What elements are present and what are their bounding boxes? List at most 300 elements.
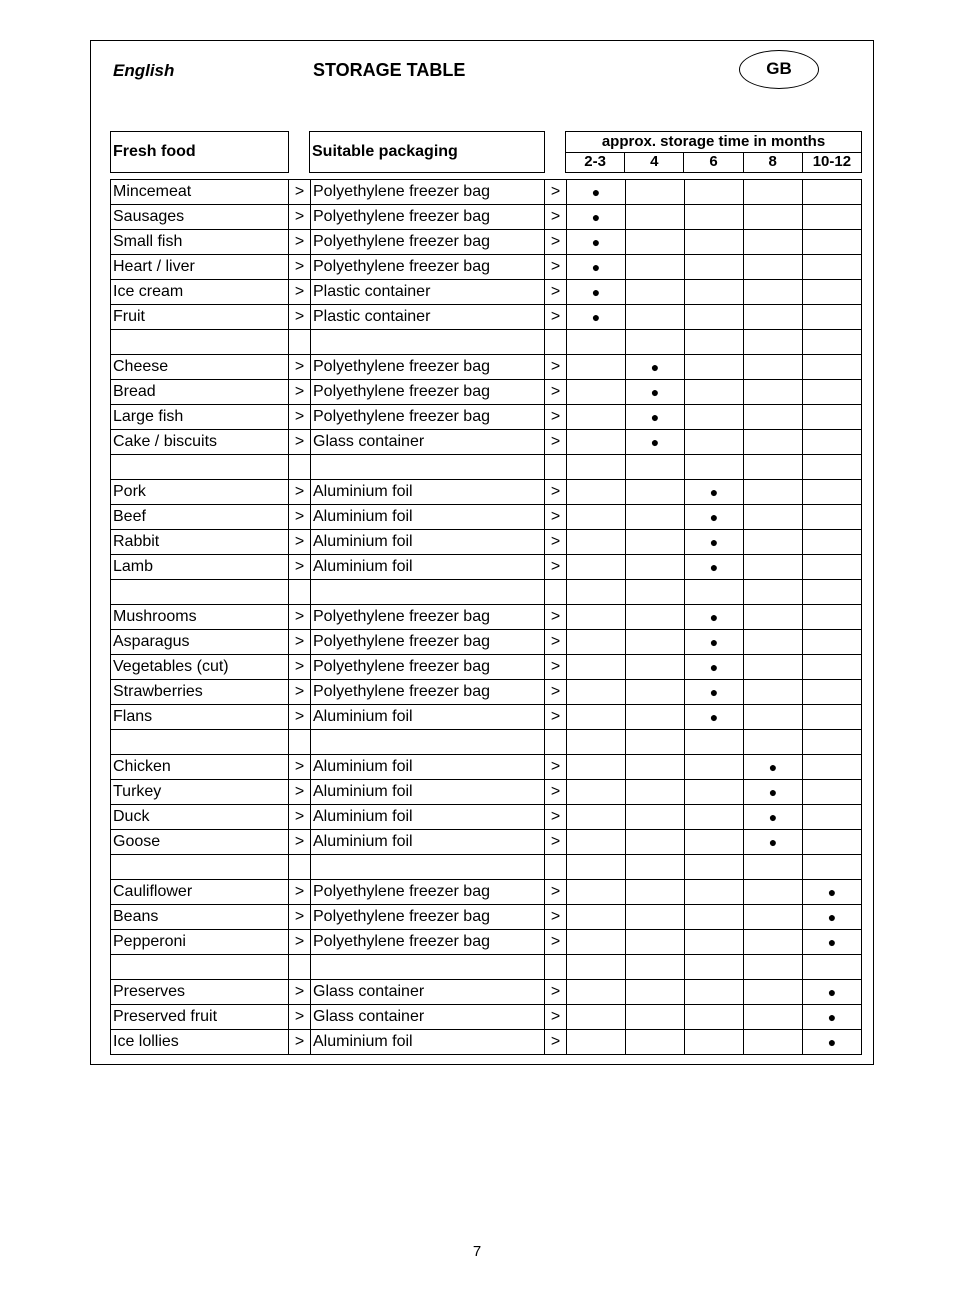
- food-cell: Cauliflower: [111, 880, 289, 905]
- spacer-row: [111, 955, 862, 980]
- packaging-cell: [311, 855, 545, 880]
- month-cell: [803, 330, 862, 355]
- arrow-cell: >: [289, 305, 311, 330]
- arrow-cell: >: [545, 555, 567, 580]
- month-cell: [744, 380, 803, 405]
- packaging-cell: Polyethylene freezer bag: [311, 355, 545, 380]
- month-cell: [803, 305, 862, 330]
- food-cell: Pepperoni: [111, 930, 289, 955]
- month-cell: [567, 780, 626, 805]
- food-cell: Bread: [111, 380, 289, 405]
- month-cell: [803, 605, 862, 630]
- storage-dot: ●: [744, 805, 803, 830]
- table-row: [111, 405, 862, 430]
- month-cell: [803, 830, 862, 855]
- food-cell: Cheese: [111, 355, 289, 380]
- month-cell: [803, 430, 862, 455]
- packaging-cell: Polyethylene freezer bag: [311, 880, 545, 905]
- month-cell: [626, 755, 685, 780]
- month-cell: [567, 680, 626, 705]
- arrow-cell: >: [289, 355, 311, 380]
- month-cell: [744, 955, 803, 980]
- month-cell: [567, 530, 626, 555]
- arrow-cell: >: [289, 380, 311, 405]
- month-cell: [626, 605, 685, 630]
- month-cell: [803, 805, 862, 830]
- arrow-cell: >: [545, 905, 567, 930]
- arrow-cell: >: [545, 355, 567, 380]
- month-cell: [744, 605, 803, 630]
- month-cell: [744, 330, 803, 355]
- arrow-cell: [545, 455, 567, 480]
- food-cell: Asparagus: [111, 630, 289, 655]
- month-cell: [626, 730, 685, 755]
- food-cell: [111, 855, 289, 880]
- month-cell: [685, 930, 744, 955]
- table-row: [111, 980, 862, 1005]
- food-cell: [111, 455, 289, 480]
- storage-dot: ●: [626, 430, 685, 455]
- food-cell: Large fish: [111, 405, 289, 430]
- month-cell: [803, 755, 862, 780]
- food-cell: Fruit: [111, 305, 289, 330]
- month-cell: [744, 1030, 803, 1055]
- arrow-cell: >: [545, 505, 567, 530]
- arrow-cell: >: [545, 1005, 567, 1030]
- food-cell: Pork: [111, 480, 289, 505]
- packaging-cell: Polyethylene freezer bag: [311, 205, 545, 230]
- table-row: [111, 305, 862, 330]
- table-row: [111, 480, 862, 505]
- month-cell: [567, 730, 626, 755]
- month-cell: [685, 255, 744, 280]
- spacer-row: [111, 580, 862, 605]
- arrow-cell: >: [289, 830, 311, 855]
- arrow-cell: >: [289, 605, 311, 630]
- storage-table-body: [111, 180, 862, 1055]
- month-cell: [803, 505, 862, 530]
- food-cell: Ice lollies: [111, 1030, 289, 1055]
- month-cell: [744, 230, 803, 255]
- month-cell: [744, 480, 803, 505]
- month-col-header: 10-12: [802, 153, 861, 172]
- arrow-cell: >: [289, 655, 311, 680]
- arrow-cell: >: [545, 805, 567, 830]
- month-cell: [744, 355, 803, 380]
- arrow-cell: >: [289, 1005, 311, 1030]
- arrow-cell: >: [289, 530, 311, 555]
- month-cell: [626, 955, 685, 980]
- storage-dot: ●: [685, 555, 744, 580]
- food-cell: Beef: [111, 505, 289, 530]
- month-cell: [803, 530, 862, 555]
- month-cell: [567, 755, 626, 780]
- month-cell: [803, 380, 862, 405]
- month-cell: [567, 980, 626, 1005]
- arrow-cell: >: [289, 1030, 311, 1055]
- storage-dot: ●: [685, 605, 744, 630]
- table-row: [111, 655, 862, 680]
- month-cell: [744, 655, 803, 680]
- arrow-cell: >: [545, 530, 567, 555]
- storage-dot: ●: [567, 280, 626, 305]
- packaging-cell: Aluminium foil: [311, 830, 545, 855]
- storage-dot: ●: [744, 780, 803, 805]
- month-cell: [626, 580, 685, 605]
- arrow-cell: >: [545, 305, 567, 330]
- table-row: [111, 605, 862, 630]
- storage-dot: ●: [803, 905, 862, 930]
- packaging-cell: Aluminium foil: [311, 780, 545, 805]
- month-cell: [626, 180, 685, 205]
- arrow-cell: >: [545, 380, 567, 405]
- month-cell: [744, 705, 803, 730]
- storage-dot: ●: [567, 305, 626, 330]
- arrow-cell: >: [545, 205, 567, 230]
- packaging-cell: Plastic container: [311, 305, 545, 330]
- arrow-cell: >: [545, 680, 567, 705]
- month-cell: [626, 630, 685, 655]
- month-col-header: 8: [743, 153, 802, 172]
- month-cell: [626, 255, 685, 280]
- table-row: [111, 805, 862, 830]
- packaging-cell: [311, 455, 545, 480]
- arrow-cell: >: [289, 905, 311, 930]
- arrow-cell: >: [545, 630, 567, 655]
- month-cell: [803, 480, 862, 505]
- storage-dot: ●: [744, 755, 803, 780]
- month-cell: [626, 455, 685, 480]
- arrow-cell: >: [289, 555, 311, 580]
- table-row: [111, 555, 862, 580]
- table-row: [111, 905, 862, 930]
- food-cell: Sausages: [111, 205, 289, 230]
- arrow-cell: >: [289, 680, 311, 705]
- storage-dot: ●: [744, 830, 803, 855]
- month-cell: [685, 180, 744, 205]
- storage-dot: ●: [685, 655, 744, 680]
- month-cell: [626, 980, 685, 1005]
- packaging-cell: Glass container: [311, 1005, 545, 1030]
- arrow-cell: >: [545, 930, 567, 955]
- storage-dot: ●: [567, 255, 626, 280]
- packaging-cell: Polyethylene freezer bag: [311, 605, 545, 630]
- month-cell: [744, 180, 803, 205]
- arrow-cell: >: [545, 480, 567, 505]
- month-cell: [744, 255, 803, 280]
- month-cell: [803, 230, 862, 255]
- month-cell: [685, 205, 744, 230]
- arrow-cell: [545, 730, 567, 755]
- packaging-cell: Aluminium foil: [311, 805, 545, 830]
- month-cell: [685, 755, 744, 780]
- food-cell: Goose: [111, 830, 289, 855]
- table-row: [111, 380, 862, 405]
- header-storage-time: [565, 131, 862, 173]
- month-cell: [567, 905, 626, 930]
- month-cell: [685, 380, 744, 405]
- month-cell: [744, 730, 803, 755]
- arrow-cell: >: [545, 1030, 567, 1055]
- month-cell: [803, 355, 862, 380]
- arrow-cell: >: [289, 205, 311, 230]
- month-cell: [626, 830, 685, 855]
- storage-dot: ●: [626, 380, 685, 405]
- month-cell: [685, 455, 744, 480]
- month-cell: [567, 880, 626, 905]
- spacer-row: [111, 455, 862, 480]
- packaging-cell: Glass container: [311, 980, 545, 1005]
- storage-dot: ●: [567, 205, 626, 230]
- storage-dot: ●: [685, 530, 744, 555]
- month-cell: [626, 230, 685, 255]
- food-cell: [111, 330, 289, 355]
- packaging-cell: Polyethylene freezer bag: [311, 905, 545, 930]
- country-badge: GB: [739, 50, 819, 89]
- month-column-headers: [566, 153, 861, 172]
- month-cell: [567, 830, 626, 855]
- packaging-cell: Aluminium foil: [311, 530, 545, 555]
- page-number: 7: [472, 1243, 482, 1260]
- table-row: [111, 880, 862, 905]
- month-cell: [626, 1030, 685, 1055]
- month-cell: [744, 1005, 803, 1030]
- packaging-cell: Polyethylene freezer bag: [311, 380, 545, 405]
- storage-dot: ●: [685, 705, 744, 730]
- month-cell: [685, 355, 744, 380]
- packaging-cell: Polyethylene freezer bag: [311, 655, 545, 680]
- month-cell: [744, 405, 803, 430]
- month-cell: [744, 980, 803, 1005]
- month-cell: [685, 1005, 744, 1030]
- spacer-row: [111, 855, 862, 880]
- month-cell: [803, 405, 862, 430]
- food-cell: Rabbit: [111, 530, 289, 555]
- month-cell: [685, 830, 744, 855]
- food-cell: Flans: [111, 705, 289, 730]
- table-row: [111, 680, 862, 705]
- month-cell: [626, 855, 685, 880]
- arrow-cell: >: [545, 605, 567, 630]
- month-cell: [567, 355, 626, 380]
- food-cell: Preserves: [111, 980, 289, 1005]
- month-cell: [803, 630, 862, 655]
- table-row: [111, 530, 862, 555]
- arrow-cell: [289, 730, 311, 755]
- month-cell: [567, 805, 626, 830]
- month-cell: [803, 555, 862, 580]
- month-cell: [744, 905, 803, 930]
- month-cell: [626, 905, 685, 930]
- month-cell: [803, 655, 862, 680]
- arrow-cell: >: [545, 180, 567, 205]
- month-cell: [744, 530, 803, 555]
- table-row: [111, 705, 862, 730]
- month-cell: [567, 330, 626, 355]
- month-cell: [567, 555, 626, 580]
- arrow-cell: [289, 580, 311, 605]
- month-cell: [626, 530, 685, 555]
- packaging-cell: Plastic container: [311, 280, 545, 305]
- packaging-cell: Aluminium foil: [311, 555, 545, 580]
- month-cell: [803, 705, 862, 730]
- arrow-cell: >: [545, 230, 567, 255]
- month-cell: [744, 555, 803, 580]
- storage-dot: ●: [567, 230, 626, 255]
- month-cell: [567, 480, 626, 505]
- arrow-cell: >: [289, 480, 311, 505]
- packaging-cell: Polyethylene freezer bag: [311, 255, 545, 280]
- packaging-cell: Polyethylene freezer bag: [311, 180, 545, 205]
- storage-dot: ●: [685, 480, 744, 505]
- month-cell: [685, 955, 744, 980]
- packaging-cell: Aluminium foil: [311, 755, 545, 780]
- month-cell: [803, 280, 862, 305]
- food-cell: Vegetables (cut): [111, 655, 289, 680]
- arrow-cell: >: [289, 755, 311, 780]
- month-col-header: 2-3: [584, 153, 606, 170]
- food-cell: Preserved fruit: [111, 1005, 289, 1030]
- food-cell: Small fish: [111, 230, 289, 255]
- month-cell: [626, 655, 685, 680]
- table-row: [111, 355, 862, 380]
- month-cell: [803, 855, 862, 880]
- month-cell: [567, 580, 626, 605]
- storage-dot: ●: [803, 980, 862, 1005]
- month-cell: [685, 855, 744, 880]
- table-row: [111, 505, 862, 530]
- header-suitable-packaging: Suitable packaging: [309, 131, 545, 173]
- month-cell: [744, 205, 803, 230]
- arrow-cell: >: [545, 430, 567, 455]
- packaging-cell: Aluminium foil: [311, 505, 545, 530]
- month-cell: [685, 780, 744, 805]
- month-cell: [567, 1030, 626, 1055]
- month-cell: [626, 555, 685, 580]
- month-cell: [626, 505, 685, 530]
- arrow-cell: >: [289, 780, 311, 805]
- month-cell: [567, 405, 626, 430]
- arrow-cell: >: [289, 805, 311, 830]
- month-cell: [626, 305, 685, 330]
- packaging-cell: Polyethylene freezer bag: [311, 630, 545, 655]
- month-cell: [626, 330, 685, 355]
- month-cell: [626, 480, 685, 505]
- month-cell: [626, 780, 685, 805]
- arrow-cell: [289, 855, 311, 880]
- arrow-cell: >: [289, 705, 311, 730]
- month-cell: [626, 1005, 685, 1030]
- month-cell: [744, 680, 803, 705]
- arrow-cell: >: [289, 430, 311, 455]
- packaging-cell: Aluminium foil: [311, 480, 545, 505]
- arrow-cell: [545, 330, 567, 355]
- month-cell: [567, 605, 626, 630]
- month-cell: [567, 955, 626, 980]
- month-cell: [744, 505, 803, 530]
- month-cell: [567, 380, 626, 405]
- food-cell: Mushrooms: [111, 605, 289, 630]
- month-cell: [744, 455, 803, 480]
- month-cell: [567, 505, 626, 530]
- month-cell: [803, 205, 862, 230]
- arrow-cell: >: [545, 255, 567, 280]
- month-cell: [626, 280, 685, 305]
- month-cell: [567, 1005, 626, 1030]
- month-cell: [744, 930, 803, 955]
- month-cell: [685, 980, 744, 1005]
- arrow-cell: >: [289, 630, 311, 655]
- month-cell: [803, 730, 862, 755]
- arrow-cell: [545, 580, 567, 605]
- spacer-row: [111, 730, 862, 755]
- table-row: [111, 755, 862, 780]
- arrow-cell: >: [289, 505, 311, 530]
- month-cell: [803, 955, 862, 980]
- month-cell: [744, 580, 803, 605]
- month-cell: [803, 580, 862, 605]
- food-cell: Ice cream: [111, 280, 289, 305]
- food-cell: [111, 955, 289, 980]
- packaging-cell: Aluminium foil: [311, 705, 545, 730]
- arrow-cell: >: [289, 405, 311, 430]
- month-cell: [803, 180, 862, 205]
- month-cell: [567, 655, 626, 680]
- table-row: [111, 830, 862, 855]
- spacer-row: [111, 330, 862, 355]
- arrow-cell: >: [289, 180, 311, 205]
- month-cell: [626, 930, 685, 955]
- food-cell: Mincemeat: [111, 180, 289, 205]
- food-cell: Lamb: [111, 555, 289, 580]
- month-cell: [803, 255, 862, 280]
- packaging-cell: Polyethylene freezer bag: [311, 680, 545, 705]
- storage-dot: ●: [803, 880, 862, 905]
- month-cell: [685, 805, 744, 830]
- arrow-cell: >: [545, 980, 567, 1005]
- month-cell: [803, 780, 862, 805]
- table-row: [111, 630, 862, 655]
- arrow-cell: >: [545, 705, 567, 730]
- month-cell: [626, 705, 685, 730]
- arrow-cell: >: [545, 655, 567, 680]
- arrow-cell: >: [289, 255, 311, 280]
- storage-dot: ●: [685, 680, 744, 705]
- month-cell: [685, 1030, 744, 1055]
- month-cell: [567, 455, 626, 480]
- month-cell: [685, 280, 744, 305]
- storage-dot: ●: [626, 355, 685, 380]
- month-cell: [685, 305, 744, 330]
- table-row: [111, 430, 862, 455]
- arrow-cell: >: [545, 830, 567, 855]
- month-cell: [744, 305, 803, 330]
- header-fresh-food: Fresh food: [110, 131, 289, 173]
- table-row: [111, 255, 862, 280]
- food-cell: Duck: [111, 805, 289, 830]
- packaging-cell: [311, 330, 545, 355]
- table-row: [111, 780, 862, 805]
- month-cell: [626, 880, 685, 905]
- month-cell: [626, 205, 685, 230]
- food-cell: Beans: [111, 905, 289, 930]
- language-label: English: [113, 61, 175, 80]
- month-cell: [685, 430, 744, 455]
- arrow-cell: [289, 330, 311, 355]
- month-cell: [685, 330, 744, 355]
- table-row: [111, 180, 862, 205]
- month-cell: [567, 855, 626, 880]
